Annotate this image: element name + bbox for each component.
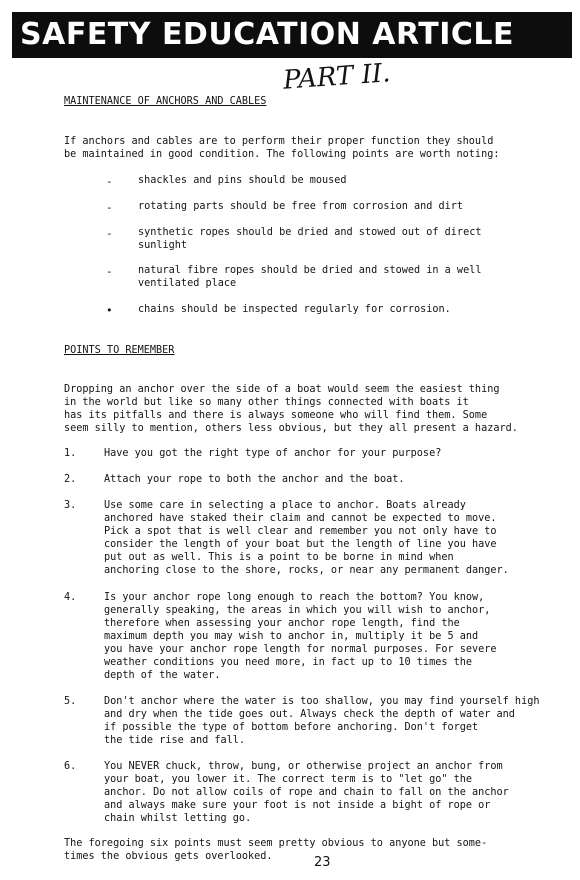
intro-line: Dropping an anchor over the side of a boat would seem the easiest thing [64,384,500,395]
point-text: You NEVER chuck, throw, bung, or otherwise project an anchor from [104,761,503,772]
section-heading-points: POINTS TO REMEMBER [64,345,175,356]
intro-line: in the world but like so many other things connected with boats it [64,397,469,408]
bullet-text: ventilated place [138,278,237,289]
point-text: generally speaking, the areas in which you will wish to anchor, [104,605,491,616]
point-text: anchored have staked their claim and cannot be expected to move. [104,513,497,524]
bullet-marker: - [106,265,113,278]
part-label: PART II. [282,58,392,96]
page-number: 23 [314,855,331,870]
intro-line: If anchors and cables are to perform their proper function they should [64,136,494,147]
bullet-marker: • [106,304,113,317]
point-text: you have your anchor rope length for normal purposes. For severe [104,644,497,655]
point-text: anchor. Do not allow coils of rope and chain to fall on the anchor [104,787,509,798]
point-text: weather conditions you need more, in fact up to 10 times the [104,657,473,668]
point-number: 2. [64,474,77,485]
point-text: chain whilst letting go. [104,813,252,824]
point-text: and dry when the tide goes out. Always check the depth of water and [104,709,515,720]
bullet-text: synthetic ropes should be dried and stowed out of direct [138,227,482,238]
point-text: Is your anchor rope long enough to reach the bottom? You know, [104,592,485,603]
point-text: Have you got the right type of anchor for your purpose? [104,448,442,459]
bullet-text: natural fibre ropes should be dried and stowed in a well [138,265,482,276]
bullet-text: sunlight [138,240,188,251]
bullet-marker: - [106,227,113,240]
intro-line: has its pitfalls and there is always someone who will find them. Some [64,410,488,421]
point-number: 1. [64,448,77,459]
closing-line: times the obvious gets overlooked. [64,851,273,862]
point-text: anchoring close to the shore, rocks, or near any permanent danger. [104,565,509,576]
point-text: Pick a spot that is well clear and remember you not only have to [104,526,497,537]
point-number: 5. [64,696,77,707]
closing-line: The foregoing six points must seem pretty obvious to anyone but some- [64,838,488,849]
point-text: consider the length of your boat but the length of line you have [104,539,497,550]
intro-line: be maintained in good condition. The following points are worth noting: [64,149,500,160]
point-text: Use some care in selecting a place to anchor. Boats already [104,500,466,511]
point-number: 6. [64,761,77,772]
point-text: and always make sure your foot is not inside a bight of rope or [104,800,491,811]
point-text: Attach your rope to both the anchor and the boat. [104,474,405,485]
section-heading-maintenance: MAINTENANCE OF ANCHORS AND CABLES [64,96,267,107]
banner-title: SAFETY EDUCATION ARTICLE [20,17,515,52]
point-text: depth of the water. [104,670,221,681]
bullet-marker: - [106,201,113,214]
point-text: your boat, you lower it. The correct term is to "let go" the [104,774,473,785]
bullet-text: rotating parts should be free from corrosion and dirt [138,201,464,212]
bullet-marker: - [106,175,113,188]
point-text: if possible the type of bottom before anchoring. Don't forget [104,722,479,733]
point-text: maximum depth you may wish to anchor in, multiply it be 5 and [104,631,479,642]
point-text: the tide rise and fall. [104,735,246,746]
intro-line: seem silly to mention, others less obvious, but they all present a hazard. [64,423,518,434]
point-number: 4. [64,592,77,603]
point-text: Don't anchor where the water is too shallow, you may find yourself high [104,696,540,707]
bullet-text: shackles and pins should be moused [138,175,347,186]
bullet-text: chains should be inspected regularly for corrosion. [138,304,451,315]
point-text: put out as well. This is a point to be borne in mind when [104,552,454,563]
point-number: 3. [64,500,77,511]
title-banner [12,12,572,58]
point-text: therefore when assessing your anchor rope length, find the [104,618,460,629]
